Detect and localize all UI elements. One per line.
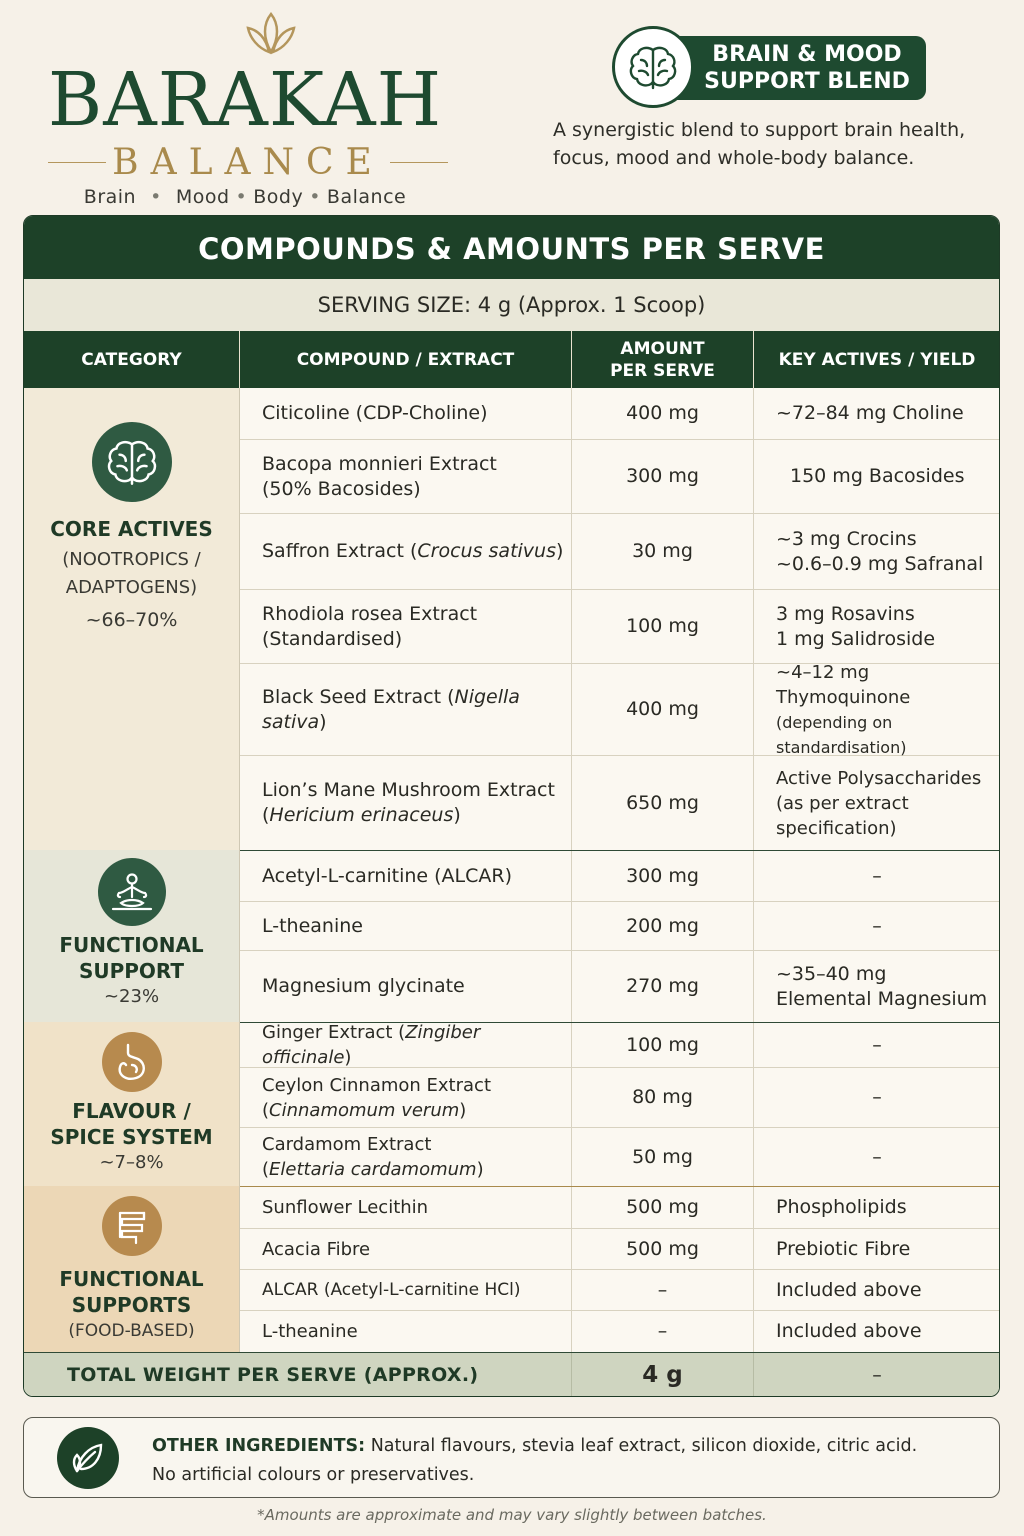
serving-size: SERVING SIZE: 4 g (Approx. 1 Scoop) (24, 279, 999, 331)
amount: 500 mg (572, 1187, 754, 1228)
category-functional-support (24, 850, 240, 1022)
tagline-word: Mood (175, 186, 230, 208)
table-row (240, 1311, 1000, 1352)
key-actives: Phospholipids (776, 1196, 907, 1218)
other-ingredients-box (23, 1417, 1000, 1498)
compound-name: Bacopa monnieri Extract (50% Bacosides) (240, 440, 572, 513)
total-key: – (872, 1364, 882, 1386)
total-amount: 4 g (572, 1353, 754, 1397)
table-row (240, 1128, 1000, 1186)
table-row (240, 902, 1000, 951)
table-row (240, 1023, 1000, 1068)
compound-name: Acacia Fibre (240, 1229, 572, 1269)
header-compound: COMPOUND / EXTRACT (240, 331, 572, 388)
compound-name: L-theanine (240, 902, 572, 950)
brand-subname: BALANCE (112, 142, 384, 183)
category-flavour-spice (24, 1022, 240, 1186)
table-row (240, 1270, 1000, 1311)
table-row (240, 1068, 1000, 1128)
badge-label (660, 36, 926, 100)
product-badge (612, 26, 928, 112)
table-row (240, 590, 1000, 664)
category-sub: (NOOTROPICS / (62, 549, 201, 570)
compound-name: Saffron Extract (Crocus sativus) (240, 514, 572, 589)
header-amount: AMOUNT PER SERVE (572, 331, 754, 388)
amount: 270 mg (572, 951, 754, 1022)
compound-name: Cardamom Extract (Elettaria cardamomum) (240, 1128, 572, 1186)
table-header (24, 331, 999, 388)
amount: 400 mg (572, 664, 754, 755)
compound-name: Black Seed Extract (Nigella sativa) (240, 664, 572, 755)
brain-icon (92, 422, 172, 502)
compound-name: ALCAR (Acetyl-L-carnitine HCl) (240, 1270, 572, 1310)
category-functional-supports-food (24, 1186, 240, 1352)
category-share: ~23% (103, 986, 160, 1007)
intro-text: A synergistic blend to support brain health, focus, mood and whole-body balance. (553, 119, 966, 169)
category-core-actives (24, 388, 240, 850)
category-name: SUPPORTS (71, 1293, 192, 1317)
key-actives: Included above (776, 1278, 922, 1301)
amount: 650 mg (572, 756, 754, 850)
table-row (240, 440, 1000, 514)
compound-name: Rhodiola rosea Extract (Standardised) (240, 590, 572, 663)
meditation-icon (98, 858, 166, 926)
category-name: FUNCTIONAL (59, 1267, 204, 1291)
compound-name: Lion’s Mane Mushroom Extract (Hericium erinaceus) (240, 756, 572, 850)
key-actives: ~4–12 mg Thymoquinone (depending on standardisation) (776, 661, 911, 757)
amount: 400 mg (572, 388, 754, 439)
brand-name: BARAKAH (47, 57, 443, 143)
key-actives: – (872, 914, 882, 937)
compound-name: Citicoline (CDP-Choline) (240, 388, 572, 439)
category-name: FLAVOUR / (72, 1099, 191, 1123)
footnote: *Amounts are approximate and may vary slightly between batches. (257, 1506, 767, 1524)
key-actives: 150 mg Bacosides (790, 465, 965, 487)
table-row (240, 661, 1000, 757)
table-row (240, 951, 1000, 1022)
table-row (240, 388, 1000, 440)
key-actives: Active Polysaccharides (as per extract specification) (776, 767, 982, 839)
category-sub: (FOOD-BASED) (68, 1321, 195, 1341)
key-actives: Prebiotic Fibre (776, 1237, 911, 1260)
badge-line-1: BRAIN & MOOD (712, 42, 902, 67)
key-actives: – (872, 1145, 882, 1168)
badge-line-2: SUPPORT BLEND (704, 69, 910, 94)
table-title: COMPOUNDS & AMOUNTS PER SERVE (24, 216, 999, 279)
brand-sub-row (48, 138, 448, 188)
category-name: FUNCTIONAL (59, 933, 204, 957)
tagline-word: Body (253, 186, 304, 208)
amount: – (572, 1270, 754, 1310)
amount: – (572, 1311, 754, 1352)
amount: 200 mg (572, 902, 754, 950)
header-key-actives: KEY ACTIVES / YIELD (778, 349, 976, 370)
total-row (24, 1352, 999, 1397)
compound-name: L-theanine (240, 1311, 572, 1352)
other-ingredients-text: OTHER INGREDIENTS: Natural flavours, stevia leaf extract, silicon dioxide, citric acid. No artificial colours or preservatives. (152, 1436, 918, 1485)
brand-tagline: Brain • Mood • Body • Balance (83, 186, 407, 208)
key-actives: – (872, 1033, 882, 1056)
amount: 50 mg (572, 1128, 754, 1186)
table-row (240, 1187, 1000, 1229)
intestine-icon (102, 1196, 162, 1256)
amount: 500 mg (572, 1229, 754, 1269)
amount: 30 mg (572, 514, 754, 589)
key-actives: Included above (776, 1320, 922, 1342)
category-name: SUPPORT (78, 959, 185, 983)
key-actives: – (872, 864, 882, 887)
amount: 300 mg (572, 440, 754, 513)
header-category: CATEGORY (24, 331, 240, 388)
compound-name: Magnesium glycinate (240, 951, 572, 1022)
stomach-icon (102, 1032, 162, 1092)
key-actives: ~72–84 mg Choline (776, 402, 964, 424)
table-row (240, 514, 1000, 590)
key-actives: ~35–40 mg Elemental Magnesium (776, 962, 988, 1010)
compound-name: Sunflower Lecithin (240, 1187, 572, 1228)
other-ingredients-label: OTHER INGREDIENTS: (152, 1436, 366, 1456)
compound-name: Ceylon Cinnamon Extract (Cinnamomum verum) (240, 1068, 572, 1127)
category-share: ~7–8% (99, 1152, 164, 1173)
category-share: ~66–70% (85, 609, 178, 631)
tagline-word: Brain (83, 186, 137, 208)
leaf-icon (57, 1427, 119, 1489)
tagline-word: Balance (326, 186, 407, 208)
key-actives: – (872, 1086, 882, 1108)
amount: 300 mg (572, 851, 754, 901)
amount: 80 mg (572, 1068, 754, 1127)
brand-logo (40, 10, 460, 210)
key-actives: ~3 mg Crocins ~0.6–0.9 mg Safranal (776, 527, 984, 575)
amount: 100 mg (572, 1023, 754, 1067)
compound-name: Ginger Extract (Zingiber officinale) (240, 1023, 572, 1067)
lotus-leaf-icon (236, 12, 306, 56)
table-row (240, 851, 1000, 902)
category-name: CORE ACTIVES (50, 517, 213, 541)
compound-name: Acetyl-L-carnitine (ALCAR) (240, 851, 572, 901)
table-row (240, 1229, 1000, 1270)
key-actives: 3 mg Rosavins 1 mg Salidroside (776, 602, 936, 650)
brain-icon (612, 26, 694, 108)
compounds-table (23, 215, 1000, 1397)
category-name: SPICE SYSTEM (50, 1125, 213, 1149)
amount: 100 mg (572, 590, 754, 663)
category-sub: ADAPTOGENS) (65, 577, 198, 598)
table-row (240, 756, 1000, 850)
total-label: TOTAL WEIGHT PER SERVE (APPROX.) (24, 1353, 572, 1397)
